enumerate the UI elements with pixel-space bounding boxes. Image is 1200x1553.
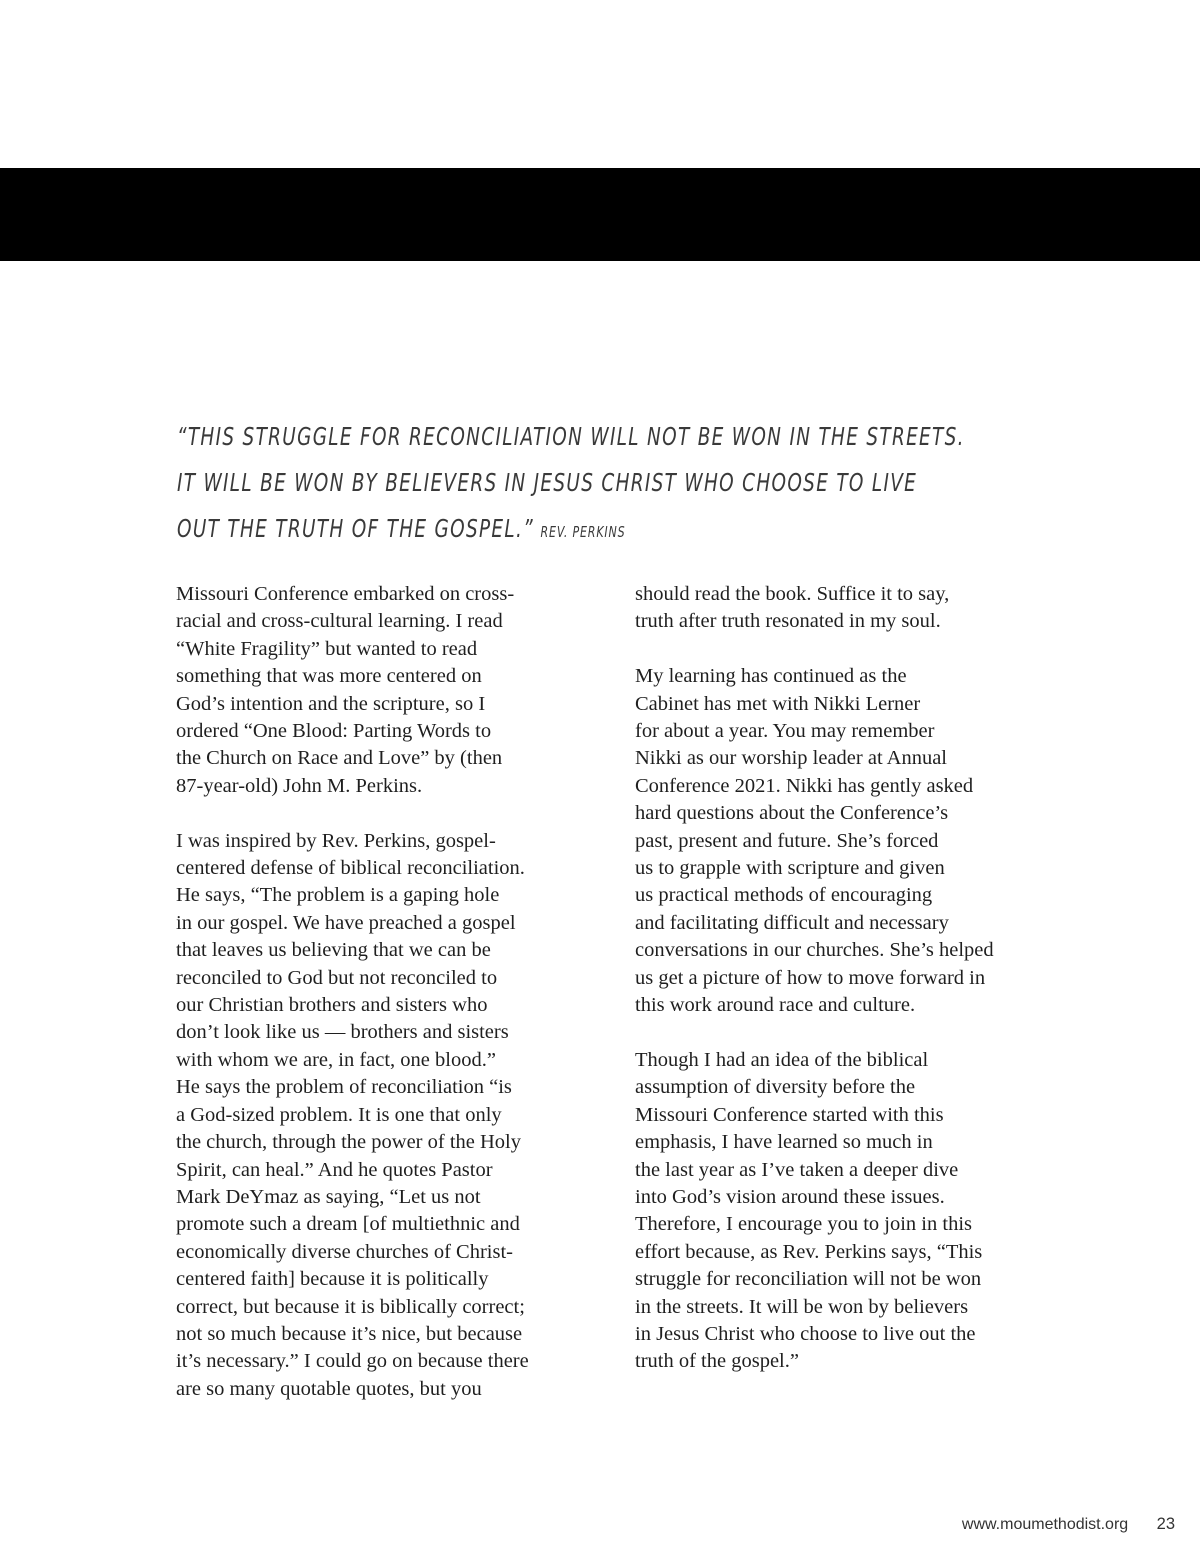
text-line: a God-sized problem. It is one that only	[176, 1103, 502, 1126]
text-line: promote such a dream [of multiethnic and	[176, 1213, 520, 1236]
text-line: and facilitating difficult and necessary	[635, 911, 949, 934]
text-line: emphasis, I have learned so much in	[635, 1131, 933, 1154]
text-line: not so much because it’s nice, but because	[176, 1322, 523, 1345]
text-line: He says, “The problem is a gaping hole	[176, 884, 500, 907]
pull-quote-line-text: OUT THE TRUTH OF THE GOSPEL.”	[177, 514, 534, 543]
text-line: Conference 2021. Nikki has gently asked	[635, 774, 974, 797]
text-line: Therefore, I encourage you to join in this	[635, 1213, 972, 1236]
text-line: past, present and future. She’s forced	[635, 829, 939, 852]
text-line: it’s necessary.” I could go on because there	[176, 1350, 529, 1373]
page-number: 23	[1156, 1515, 1175, 1533]
text-line: don’t look like us — brothers and sisters	[176, 1021, 509, 1044]
text-line: economically diverse churches of Christ-	[176, 1240, 513, 1263]
pull-quote-line	[177, 506, 915, 555]
text-line: effort because, as Rev. Perkins says, “This	[635, 1240, 983, 1263]
pull-quote-attribution: REV. PERKINS	[540, 523, 626, 541]
text-line: should read the book. Suffice it to say,	[635, 583, 950, 605]
text-line: us practical methods of encouraging	[635, 884, 933, 907]
pull-quote-line: “THIS STRUGGLE FOR RECONCILIATION WILL NOT BE WON IN THE STREETS.	[177, 422, 965, 451]
text-line: that leaves us believing that we can be	[176, 939, 491, 962]
text-line: Missouri Conference started with this	[635, 1103, 944, 1126]
text-line: the last year as I’ve taken a deeper dive	[635, 1158, 959, 1181]
pull-quote-line: IT WILL BE WON BY BELIEVERS IN JESUS CHRIST WHO CHOOSE TO LIVE	[177, 468, 918, 497]
text-line: God’s intention and the scripture, so I	[176, 692, 486, 715]
body-paragraph	[176, 581, 576, 800]
text-line: the Church on Race and Love” by (then	[176, 747, 503, 770]
text-line: truth of the gospel.”	[635, 1350, 799, 1373]
black-header-band	[0, 168, 1200, 261]
text-line: centered faith] because it is politically	[176, 1268, 489, 1291]
text-line: 87-year-old) John M. Perkins.	[176, 774, 423, 797]
text-line: in Jesus Christ who choose to live out the	[635, 1322, 976, 1345]
text-line: Missouri Conference embarked on cross-	[176, 583, 515, 605]
text-line: the church, through the power of the Holy	[176, 1131, 521, 1154]
pull-quote	[177, 414, 965, 555]
right-column	[635, 581, 1035, 1403]
text-line: in our gospel. We have preached a gospel	[176, 911, 516, 934]
text-line: Mark DeYmaz as saying, “Let us not	[176, 1185, 481, 1208]
text-line: Though I had an idea of the biblical	[635, 1048, 929, 1071]
text-line: something that was more centered on	[176, 665, 482, 688]
text-line: us to grapple with scripture and given	[635, 857, 945, 880]
text-line: truth after truth resonated in my soul.	[635, 610, 941, 633]
text-line: in the streets. It will be won by believers	[635, 1295, 969, 1318]
text-line: our Christian brothers and sisters who	[176, 994, 488, 1017]
text-line: for about a year. You may remember	[635, 720, 935, 743]
text-line: centered defense of biblical reconciliation.	[176, 857, 525, 880]
body-paragraph	[635, 663, 1035, 1019]
text-line: are so many quotable quotes, but you	[176, 1377, 482, 1400]
text-line: Cabinet has met with Nikki Lerner	[635, 692, 921, 715]
website-url: www.moumethodist.org	[961, 1516, 1129, 1533]
text-line: assumption of diversity before the	[635, 1076, 916, 1099]
text-line: hard questions about the Conference’s	[635, 802, 949, 825]
text-line: My learning has continued as the	[635, 665, 907, 688]
text-line: struggle for reconciliation will not be won	[635, 1268, 982, 1291]
text-line: racial and cross-cultural learning. I read	[176, 610, 503, 633]
text-line: He says the problem of reconciliation “is	[176, 1076, 512, 1099]
text-line: Nikki as our worship leader at Annual	[635, 747, 947, 770]
text-line: conversations in our churches. She’s helped	[635, 939, 994, 962]
body-paragraph	[635, 1047, 1035, 1376]
text-line: ordered “One Blood: Parting Words to	[176, 720, 492, 743]
left-column	[176, 581, 576, 1431]
text-line: into God’s vision around these issues.	[635, 1185, 945, 1208]
text-line: I was inspired by Rev. Perkins, gospel-	[176, 829, 496, 852]
text-line: with whom we are, in fact, one blood.”	[176, 1048, 496, 1071]
text-line: correct, but because it is biblically correct;	[176, 1295, 525, 1318]
text-line: this work around race and culture.	[635, 994, 916, 1017]
body-paragraph	[176, 828, 576, 1404]
text-line: reconciled to God but not reconciled to	[176, 966, 498, 989]
text-line: us get a picture of how to move forward in	[635, 966, 986, 989]
text-line: “White Fragility” but wanted to read	[176, 637, 478, 660]
page-footer	[962, 1515, 1175, 1534]
body-paragraph	[635, 581, 1035, 636]
text-line: Spirit, can heal.” And he quotes Pastor	[176, 1158, 493, 1181]
